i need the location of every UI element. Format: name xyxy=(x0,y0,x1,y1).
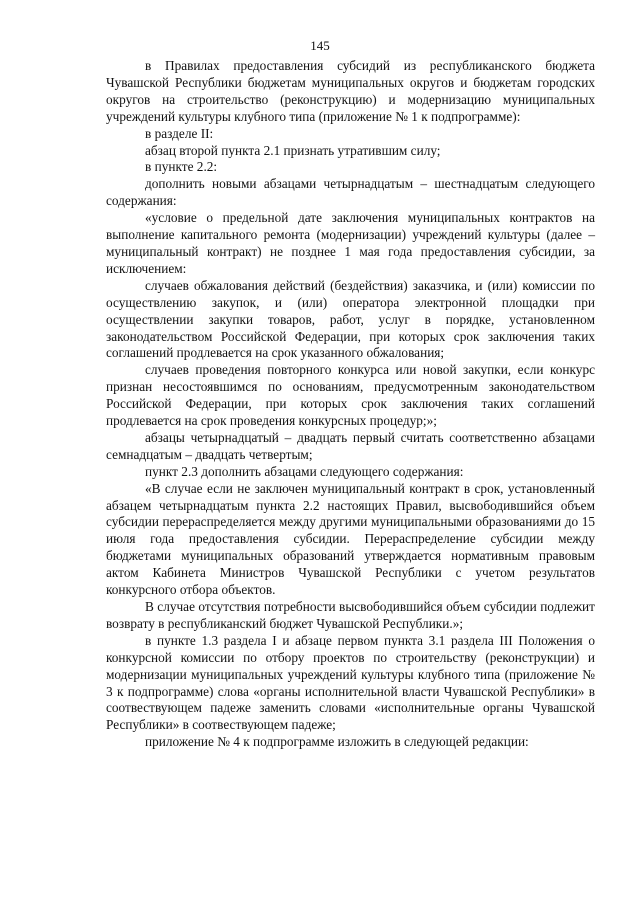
paragraph-point-2-3: пункт 2.3 дополнить абзацами следующего содержания: xyxy=(145,463,464,479)
paragraph-point-2-2: в пункте 2.2: xyxy=(145,159,218,175)
paragraph-contract-deadline: «условие о предельной дате заключения муниципальных контрактов на выполнение капитального ремонта (модернизации) учреждений культуры (далее – муниципальный контракт) не позднее 1 мая года предоставления субсидии, за исключением: xyxy=(106,210,595,276)
paragraph-redistribution: «В случае если не заключен муниципальный контракт в срок, установленный абзацем четырнадцатым пункта 2.2 настоящих Правил, высвободившийся объем субсидии перераспределяется между другими муниципальными образованиями до 15 июля года предоставления субсидии. Перераспределение субсидии между бюджетами муниципальных образований утверждается нормативным правовым актом Кабинета Министров Чувашской Республики с учетом результатов конкурсного отбора объектов. xyxy=(106,480,595,598)
paragraph-return-to-budget: В случае отсутствия потребности высвободившийся объем субсидии подлежит возврату в республиканский бюджет Чувашской Республики.»; xyxy=(106,599,595,631)
paragraph-renumbering: абзацы четырнадцатый – двадцать первый считать соответственно абзацами семнадцатым – двадцать четвертым; xyxy=(106,429,595,462)
paragraph-appendix-4: приложение № 4 к подпрограмме изложить в следующей редакции: xyxy=(145,734,529,750)
paragraph-repeat-tender-exception: случаев проведения повторного конкурса или новой закупки, если конкурс признан несостоявшимся по основаниям, предусмотренным законодательством Российской Федерации, при которых срок заключения таких соглашений продлевается на срок проведения конкурсных процедур;»; xyxy=(106,362,595,429)
paragraph-2-1-void: абзац второй пункта 2.1 признать утратившим силу; xyxy=(145,142,441,158)
page-number: 145 xyxy=(310,38,330,53)
paragraph-commission-wording: в пункте 1.3 раздела I и абзаце первом пункта 3.1 раздела III Положения о конкурсной комиссии по отбору проектов по строительству (реконструкции) и модернизации муниципальных учреждений культуры клубного типа (приложение № 3 к подпрограмме) слова «органы исполнительной власти Чувашской Республики» в соотвествующем падеже заменить словами «исполнительные органы Чувашской Республики» в соотвествующем падеже; xyxy=(106,632,595,733)
paragraph-section-2: в разделе II: xyxy=(145,125,214,141)
document-body xyxy=(106,58,595,751)
paragraph-appeal-exception: случаев обжалования действий (бездействия) заказчика, и (или) комиссии по осуществлению закупок, и (или) оператора электронной площадки при осуществлении закупки товаров, работ, услуг в порядке, установленном законодательством Российской Федерации, при которых срок заключения таких соглашений продлевается на срок указанного обжалования; xyxy=(106,277,595,361)
paragraph-add-new-abzacy: дополнить новыми абзацами четырнадцатым – шестнадцатым следующего содержания: xyxy=(106,176,595,209)
paragraph-rules-intro: в Правилах предоставления субсидий из республиканского бюджета Чувашской Республики бюджетам муниципальных округов и бюджетам городских округов на строительство (реконструкцию) и модернизацию муниципальных учреждений культуры клубного типа (приложение № 1 к подпрограмме): xyxy=(106,58,595,124)
